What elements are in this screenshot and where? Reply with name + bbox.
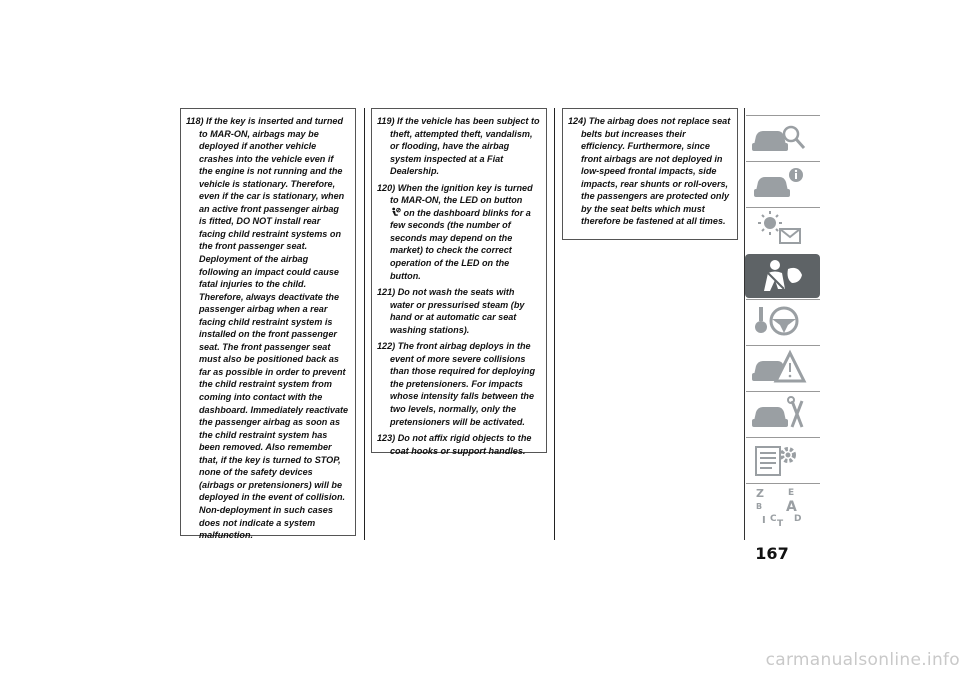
- seatbelt-airbag-icon: [744, 253, 820, 298]
- tab-warning-lights[interactable]: [744, 207, 820, 252]
- page-number: 167: [755, 544, 789, 563]
- watermark: carmanualsonline.info: [765, 650, 960, 670]
- car-info-icon: [744, 161, 820, 206]
- note-120: [377, 182, 540, 282]
- tab-car-magnifier[interactable]: [744, 115, 820, 160]
- tab-starting-driving[interactable]: [744, 299, 820, 344]
- warning-light-message-icon: [744, 207, 820, 252]
- note-122: 122) The front airbag deploys in the event of more severe collisions than those required for deploying the pretensioners. For impacts whose intensity falls between the two levels, normally, only the pretensioners will be activated.: [377, 341, 536, 427]
- note-120-part2: on the dashboard blinks for a few seconds (the number of seconds may depend on the market) to check the correct operation of the LED on the button.: [390, 207, 531, 281]
- tab-index[interactable]: [744, 483, 820, 528]
- note-121: 121) Do not wash the seats with water or pressurised steam (by hand or at automatic car seat washing stations).: [377, 287, 525, 335]
- index-letter: E: [788, 488, 795, 498]
- tab-car-info[interactable]: [744, 161, 820, 206]
- car-hazard-triangle-icon: [744, 345, 820, 390]
- tab-servicing[interactable]: [744, 391, 820, 436]
- car-magnifier-icon: [744, 115, 820, 160]
- note-123: 123) Do not affix rigid objects to the coat hooks or support handles.: [377, 433, 532, 456]
- note-124: 124) The airbag does not replace seat belts but increases their efficiency. Furthermore, since front airbags are not deployed in low-speed frontal impacts, side impacts, rear shunts or roll-overs, the passengers are protected only by the seat belts which must therefore be fastened at all times.: [568, 116, 731, 227]
- note-120-part1: 120) When the ignition key is turned to MAR-ON, the LED on button: [377, 182, 533, 206]
- key-steering-wheel-icon: [744, 299, 820, 344]
- alphabetical-index-icon: [744, 483, 820, 528]
- column-divider: [554, 108, 555, 540]
- index-letter: D: [794, 514, 802, 524]
- index-letter: C: [770, 514, 777, 524]
- warning-box-124: [562, 108, 738, 240]
- note-119: 119) If the vehicle has been subject to theft, attempted theft, vandalism, or flooding, have the airbag system inspected at a Fiat Dealership.: [377, 116, 540, 177]
- car-service-tools-icon: [744, 391, 820, 436]
- technical-data-gear-icon: [744, 437, 820, 482]
- tab-emergency[interactable]: [744, 345, 820, 390]
- note-118: 118) If the key is inserted and turned to MAR-ON, airbags may be deployed if another vehicle crashes into the vehicle even if the engine is not running and the vehicle is stationary. Therefore, even if the car is stationary, when an active front passenger airbag is fitted, DO NOT install rear facing child restraint systems on the front passenger seat. Deployment of the airbag following an impact could cause fatal injuries to the child. Therefore, always deactivate the passenger airbag when a rear facing child restraint system is installed on the front passenger seat. The front passenger seat must also be positioned back as far as possible in order to prevent the child restraint system from coming into contact with the dashboard. Immediately reactivate the passenger airbag as soon as the child restraint system has been removed. Also remember that, if the key is turned to STOP, none of the safety devices (airbags or pretensioners) will be deployed in the event of collision. Non-deployment in such cases does not indicate a system malfunction.: [186, 116, 349, 541]
- column-divider: [364, 108, 365, 540]
- tab-safety[interactable]: [744, 253, 820, 298]
- tab-technical-data[interactable]: [744, 437, 820, 482]
- index-letter: B: [756, 502, 763, 511]
- passenger-airbag-off-icon: [390, 207, 401, 218]
- index-letter: A: [786, 499, 797, 515]
- warning-box-119-123: [371, 108, 547, 456]
- warning-box-118: [180, 108, 356, 541]
- index-letter: T: [777, 519, 784, 528]
- index-letter: Z: [756, 487, 764, 500]
- index-letter: I: [762, 515, 766, 526]
